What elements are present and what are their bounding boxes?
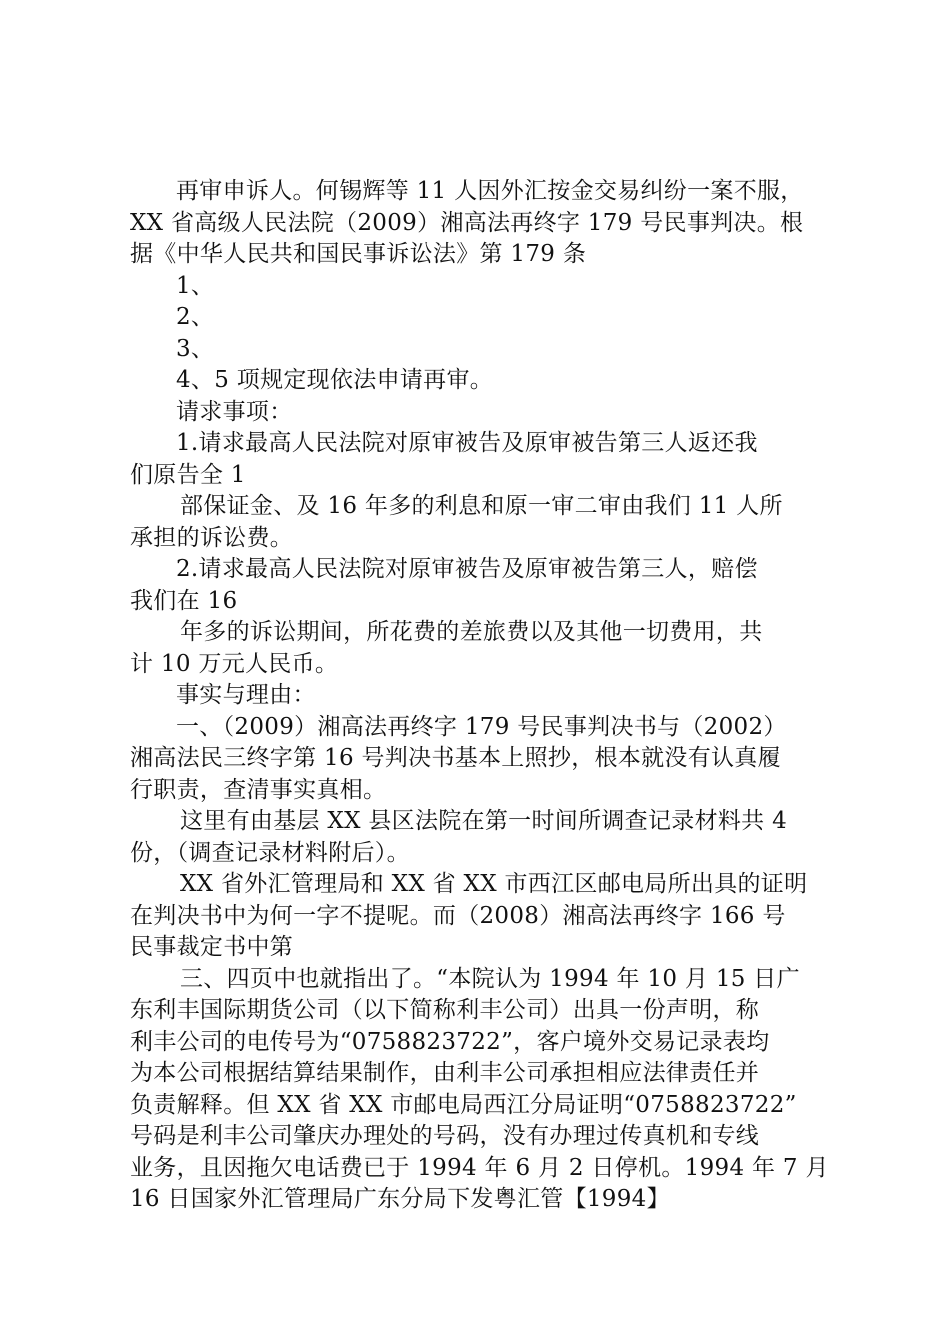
list-item-4: 4、5 项规定现依法申请再审。	[176, 367, 494, 393]
list-item-2: 2、	[176, 304, 215, 330]
paragraph-line: 16 日国家外汇管理局广东分局下发粤汇管【1994】	[130, 1186, 670, 1212]
document-body	[130, 176, 830, 1216]
paragraph-line: 据《中华人民共和国民事诉讼法》第 179 条	[130, 241, 587, 267]
paragraph-line: 计 10 万元人民币。	[130, 650, 339, 677]
paragraph-line: 三、四页中也就指出了。“本院认为 1994 年 10 月 15 日广	[180, 965, 800, 992]
paragraph-line: 部保证金、及 16 年多的利息和原一审二审由我们 11 人所	[180, 493, 783, 519]
paragraph-line: 利丰公司的电传号为“0758823722”，客户境外交易记录表均	[130, 1028, 770, 1055]
paragraph-line: 份，（调查记录材料附后）。	[130, 839, 410, 866]
section-heading-requests: 请求事项：	[176, 398, 293, 425]
paragraph-line: XX 省高级人民法院（2009）湘高法再终字 179 号民事判决。根	[130, 209, 804, 236]
paragraph-line: 年多的诉讼期间，所花费的差旅费以及其他一切费用，共	[180, 619, 763, 645]
paragraph-line: 1.请求最高人民法院对原审被告及原审被告第三人返还我	[176, 430, 758, 456]
paragraph-line: 一、（2009）湘高法再终字 179 号民事判决书与（2002）	[176, 713, 787, 740]
paragraph-line: 为本公司根据结算结果制作，由利丰公司承担相应法律责任并	[130, 1060, 760, 1086]
section-heading-facts: 事实与理由：	[176, 682, 316, 708]
paragraph-line: 在判决书中为何一字不提呢。而（2008）湘高法再终字 166 号	[130, 902, 786, 929]
paragraph-line: 再审申诉人。何锡辉等 11 人因外汇按金交易纠纷一案不服，	[176, 178, 804, 204]
paragraph-line: XX 省外汇管理局和 XX 省 XX 市西江区邮电局所出具的证明	[180, 871, 808, 897]
paragraph-line: 我们在 16	[130, 587, 238, 614]
paragraph-line: 行职责，查清事实真相。	[130, 776, 387, 803]
paragraph-line: 承担的诉讼费。	[130, 524, 294, 551]
paragraph-line: 2.请求最高人民法院对原审被告及原审被告第三人，赔偿	[176, 556, 758, 582]
paragraph-line: 号码是利丰公司肇庆办理处的号码，没有办理过传真机和专线	[130, 1123, 760, 1149]
paragraph-line: 负责解释。但 XX 省 XX 市邮电局西江分局证明“0758823722”	[130, 1091, 797, 1118]
paragraph-line: 民事裁定书中第	[130, 934, 294, 960]
paragraph-line: 们原告全 1	[130, 461, 246, 488]
list-item-3: 3、	[176, 335, 215, 362]
paragraph-line: 这里有由基层 XX 县区法院在第一时间所调查记录材料共 4	[180, 808, 788, 834]
paragraph-line: 湘高法民三终字第 16 号判决书基本上照抄，根本就没有认真履	[130, 745, 781, 771]
list-item-1: 1、	[176, 272, 215, 299]
paragraph-line: 东利丰国际期货公司（以下简称利丰公司）出具一份声明，称	[130, 997, 760, 1023]
paragraph-line: 业务，且因拖欠电话费已于 1994 年 6 月 2 日停机。1994 年 7 月	[130, 1154, 829, 1181]
